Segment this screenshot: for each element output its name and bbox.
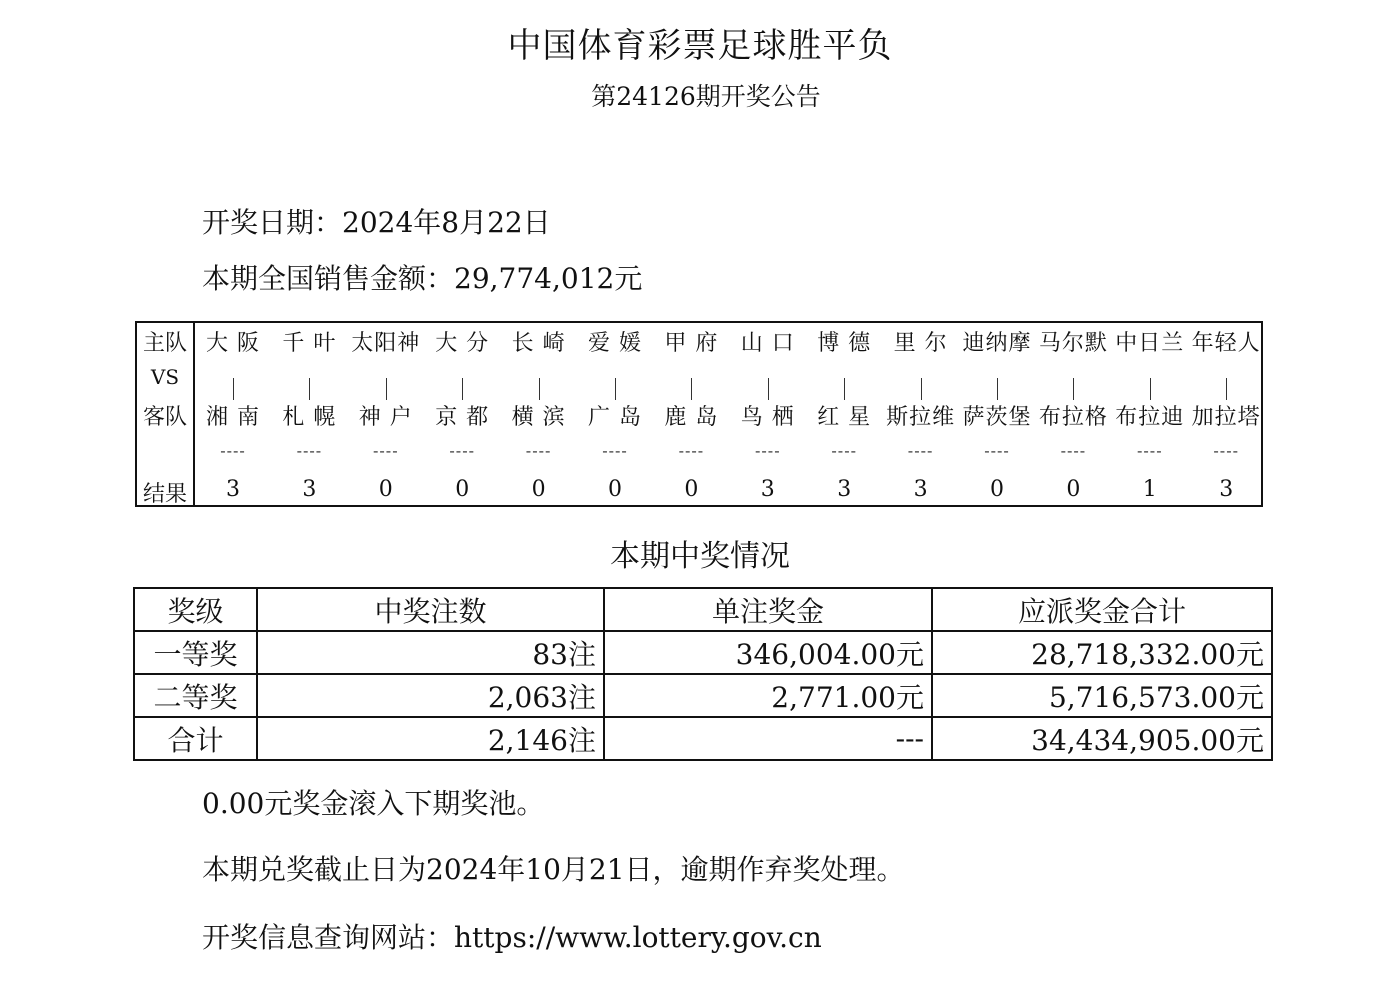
match-column (1112, 323, 1188, 505)
match-column (348, 323, 424, 505)
away-team: 萨茨堡 (962, 405, 1032, 430)
match-column (806, 323, 882, 505)
vs-label: VS (150, 365, 180, 389)
home-team: 山 口 (740, 331, 795, 356)
header-winning-count: 中奖注数 (257, 588, 604, 631)
match-result: 3 (913, 477, 928, 502)
match-result: 0 (455, 477, 470, 502)
away-team: 加拉塔 (1191, 405, 1261, 430)
match-column (1188, 323, 1264, 505)
match-results-table (135, 321, 1263, 507)
match-result: 3 (302, 477, 317, 502)
match-column (424, 323, 500, 505)
dash-divider: ---- (296, 441, 323, 460)
claim-deadline-note: 本期兑奖截止日为2024年10月21日，逾期作弃奖处理。 (202, 853, 905, 886)
sales-amount: 本期全国销售金额：29,774,012元 (202, 262, 643, 295)
away-team: 广 岛 (588, 405, 642, 430)
winning-count-cell: 2,146注 (257, 717, 604, 760)
home-team: 马尔默 (1038, 331, 1108, 356)
match-column (577, 323, 653, 505)
home-team: 大 分 (435, 331, 490, 356)
prize-level-cell: 一等奖 (134, 631, 257, 674)
dash-divider: ---- (1060, 441, 1087, 460)
vs-separator (462, 378, 463, 400)
dash-divider: ---- (907, 441, 934, 460)
prize-level-cell: 二等奖 (134, 674, 257, 717)
header-total-payout: 应派奖金合计 (932, 588, 1272, 631)
vs-separator (1226, 378, 1227, 400)
vs-separator (233, 378, 234, 400)
away-team: 湘 南 (206, 405, 260, 430)
winning-count-cell: 83注 (257, 631, 604, 674)
header-prize-per-bet: 单注奖金 (604, 588, 932, 631)
dash-divider: ---- (602, 441, 628, 460)
match-column (271, 323, 347, 505)
dash-divider: ---- (220, 441, 246, 460)
away-team: 红 星 (817, 405, 872, 430)
match-column (883, 323, 959, 505)
match-result: 0 (378, 477, 393, 502)
total-payout-cell: 5,716,573.00元 (932, 674, 1272, 717)
home-team: 爱 媛 (588, 331, 642, 356)
match-column (1035, 323, 1111, 505)
away-team: 斯拉维 (886, 405, 956, 430)
header-prize-level: 奖级 (134, 588, 257, 631)
prize-table (133, 587, 1273, 761)
match-column (195, 323, 271, 505)
dash-divider: ---- (984, 441, 1010, 460)
dash-divider: ---- (678, 441, 705, 460)
draw-date: 开奖日期：2024年8月22日 (202, 206, 551, 239)
dash-divider: ---- (449, 441, 475, 460)
prize-level-cell: 合计 (134, 717, 257, 760)
home-team: 大 阪 (206, 331, 260, 356)
home-team: 中日兰 (1115, 331, 1185, 356)
total-payout-cell: 34,434,905.00元 (932, 717, 1272, 760)
home-team: 迪纳摩 (962, 331, 1032, 356)
vs-separator (768, 378, 769, 400)
away-team: 鹿 岛 (664, 405, 719, 430)
total-payout-cell: 28,718,332.00元 (932, 631, 1272, 674)
prize-per-bet-cell: --- (604, 717, 932, 760)
website-note: 开奖信息查询网站：https://www.lottery.gov.cn (202, 921, 822, 954)
dash-divider: ---- (831, 441, 857, 460)
match-result: 0 (1066, 477, 1081, 502)
vs-separator (997, 378, 998, 400)
away-team: 布拉格 (1038, 405, 1108, 430)
vs-separator (844, 378, 845, 400)
away-team: 布拉迪 (1115, 405, 1185, 430)
match-result: 3 (837, 477, 852, 502)
away-team: 横 滨 (511, 405, 566, 430)
home-team: 长 崎 (511, 331, 566, 356)
vs-separator (539, 378, 540, 400)
home-team: 博 德 (817, 331, 872, 356)
match-result: 3 (1219, 477, 1234, 502)
vs-separator (1150, 378, 1151, 400)
away-team: 鸟 栖 (740, 405, 795, 430)
home-team: 甲 府 (664, 331, 719, 356)
vs-separator (309, 378, 310, 400)
match-column (730, 323, 806, 505)
prize-per-bet-cell: 346,004.00元 (604, 631, 932, 674)
dash-divider: ---- (1213, 441, 1239, 460)
match-result: 0 (531, 477, 546, 502)
vs-separator (691, 378, 692, 400)
table-row (134, 717, 1272, 760)
issue-subtitle: 第24126期开奖公告 (591, 82, 821, 111)
home-team: 年轻人 (1191, 331, 1261, 356)
away-team-label: 客队 (142, 405, 187, 430)
match-result: 1 (1142, 477, 1157, 502)
match-column (501, 323, 577, 505)
away-team: 札 幌 (282, 405, 337, 430)
match-result: 0 (990, 477, 1004, 502)
match-result: 3 (760, 477, 775, 502)
dash-divider: ---- (754, 441, 781, 460)
match-row-labels (137, 323, 195, 505)
away-team: 神 户 (358, 405, 413, 430)
vs-separator (615, 378, 616, 400)
prize-per-bet-cell: 2,771.00元 (604, 674, 932, 717)
winning-count-cell: 2,063注 (257, 674, 604, 717)
vs-separator (1073, 378, 1074, 400)
rollover-note: 0.00元奖金滚入下期奖池。 (202, 787, 545, 820)
match-result: 0 (684, 477, 699, 502)
prize-section-heading: 本期中奖情况 (610, 539, 790, 574)
match-column (653, 323, 729, 505)
home-team: 太阳神 (351, 331, 421, 356)
dash-divider: ---- (372, 441, 399, 460)
vs-separator (386, 378, 387, 400)
result-label: 结果 (142, 482, 187, 507)
match-result: 0 (608, 477, 622, 502)
table-row (134, 674, 1272, 717)
home-team: 千 叶 (282, 331, 337, 356)
match-column (959, 323, 1035, 505)
dash-divider: ---- (525, 441, 552, 460)
dash-divider: ---- (1136, 441, 1163, 460)
page-title: 中国体育彩票足球胜平负 (507, 26, 893, 66)
table-row (134, 631, 1272, 674)
vs-separator (921, 378, 922, 400)
away-team: 京 都 (435, 405, 490, 430)
home-team-label: 主队 (142, 331, 187, 356)
match-result: 3 (226, 477, 240, 502)
prize-table-header (134, 588, 1272, 631)
home-team: 里 尔 (893, 331, 948, 356)
